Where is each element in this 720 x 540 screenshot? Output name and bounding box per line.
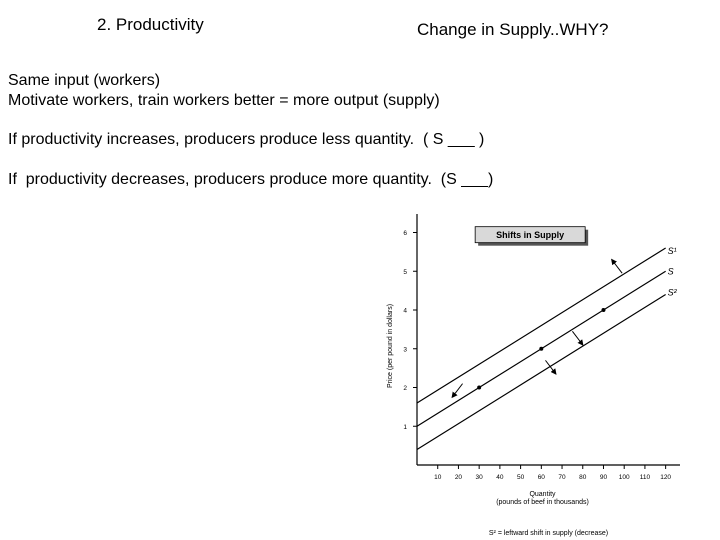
series-label-2: S: [667, 266, 674, 277]
chart-title: Shifts in Supply: [496, 230, 565, 241]
slide-heading: Change in Supply..WHY?: [417, 20, 609, 39]
slide-section-title: 2. Productivity: [97, 15, 204, 34]
x-tick-label: 30: [475, 474, 483, 481]
supply-line-3: [417, 295, 666, 450]
x-tick-label: 90: [599, 474, 608, 481]
bullet-line-4: If productivity decreases, producers produce more quantity. (S ___): [8, 171, 494, 188]
slide-body: [8, 71, 493, 190]
x-tick-label: 120: [660, 474, 672, 481]
x-axis-label: Quantity: [529, 491, 556, 498]
supply-line-1: [417, 248, 666, 403]
bullet-line-3: If productivity increases, producers produce less quantity. ( S ___ ): [8, 131, 485, 148]
shift-arrow-1: [452, 384, 462, 398]
x-tick-label: 20: [454, 474, 463, 481]
shift-arrow-3: [612, 260, 622, 274]
x-tick-label: 100: [618, 474, 630, 481]
y-tick-label: 4: [403, 307, 407, 315]
y-axis-label: Price (per pound in dollars): [387, 303, 394, 389]
bullet-line-1: Same input (workers): [8, 72, 161, 89]
data-point-2: [539, 347, 543, 351]
y-tick-label: 6: [403, 230, 407, 237]
x-tick-label: 60: [537, 474, 545, 481]
x-tick-label: 40: [496, 474, 504, 481]
y-tick-label: 3: [403, 346, 407, 354]
supply-shift-chart: [372, 212, 692, 540]
data-point-3: [601, 308, 605, 312]
shift-arrow-2: [545, 360, 555, 374]
series-label-3: S²: [667, 287, 677, 298]
shift-arrow-4: [572, 331, 582, 345]
x-tick-label: 70: [558, 474, 566, 481]
y-tick-label: 2: [403, 385, 407, 392]
x-tick-label: 10: [434, 474, 442, 481]
bullet-line-2: Motivate workers, train workers better = more output (supply): [8, 92, 440, 109]
chart-footnote: S² = leftward shift in supply (decrease): [488, 530, 609, 537]
x-tick-label: 80: [579, 474, 587, 481]
x-tick-label: 50: [516, 474, 525, 481]
x-tick-label: 110: [639, 474, 651, 481]
series-label-1: S¹: [667, 246, 677, 256]
x-axis-sublabel: (pounds of beef in thousands): [496, 499, 589, 506]
data-point-1: [477, 386, 481, 390]
y-tick-label: 5: [403, 268, 407, 276]
y-tick-label: 1: [403, 423, 407, 431]
